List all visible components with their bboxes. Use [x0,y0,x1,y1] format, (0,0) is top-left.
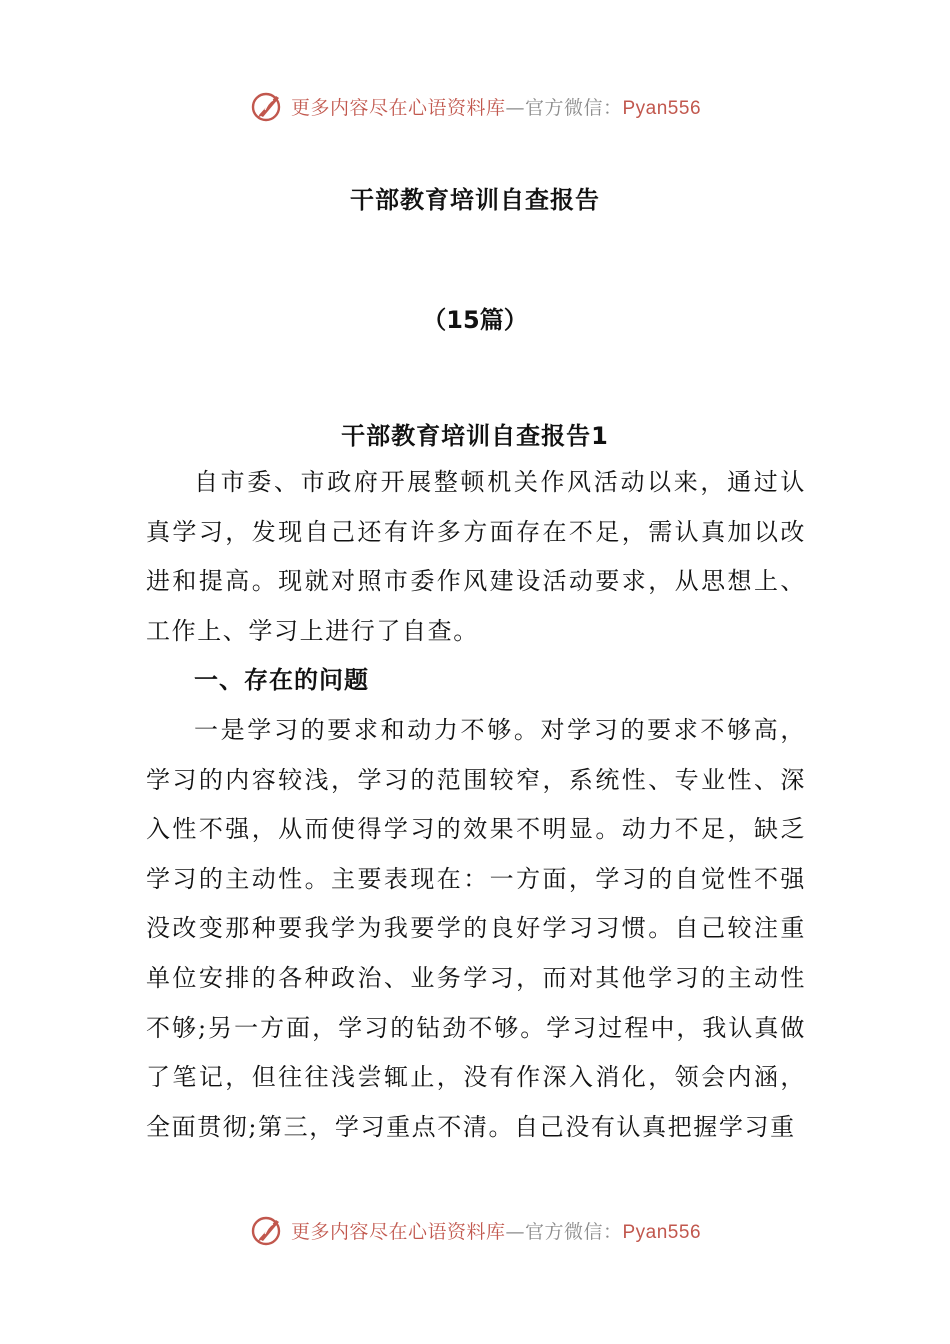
heading-problems: 一、存在的问题 [194,666,369,695]
problem-paragraph: 一是学习的要求和动力不够。对学习的要求不够高，学习的内容较浅，学习的范围较窄，系统性、专业性、深入性不强，从而使得学习的效果不明显。动力不足，缺乏学习的主动性。主要表现在：一方面，学习的自觉性不强没改变那种要我学为我要学的良好学习习惯。自己较注重单位安排的各种政治、业务学习，而对其他学习的主动性不够;另一方面，学习的钻劲不够。学习过程中，我认真做了笔记，但往往浅尝辄止，没有作深入消化，领会内涵，全面贯彻;第三，学习重点不清。自己没有认真把握学习重 [146,715,806,1141]
wechat-id: Pyan556 [622,97,702,119]
watermark-separator: — [505,96,525,119]
watermark-separator: — [505,1220,525,1243]
wechat-id: Pyan556 [622,1221,702,1243]
watermark-banner-top [0,84,950,128]
quill-logo-icon [249,88,285,124]
watermark-text [291,93,701,120]
document-title: 干部教育培训自查报告 [350,186,600,214]
wechat-label: 官方微信： [524,96,623,119]
section-title: 干部教育培训自查报告1 [341,422,609,450]
watermark-slogan: 更多内容尽在心语资料库 [290,1220,506,1243]
intro-paragraph: 自市委、市政府开展整顿机关作风活动以来，通过认真学习，发现自己还有许多方面存在不足，需认真加以改进和提高。现就对照市委作风建设活动要求，从思想上、工作上、学习上进行了自查。 [146,468,806,645]
wechat-label: 官方微信： [524,1220,623,1243]
document-count: （15篇） [422,306,528,334]
document-body [146,458,806,1152]
quill-logo-icon [249,1212,285,1248]
watermark-text [291,1217,701,1244]
watermark-banner-bottom [0,1208,950,1252]
watermark-slogan: 更多内容尽在心语资料库 [290,96,506,119]
